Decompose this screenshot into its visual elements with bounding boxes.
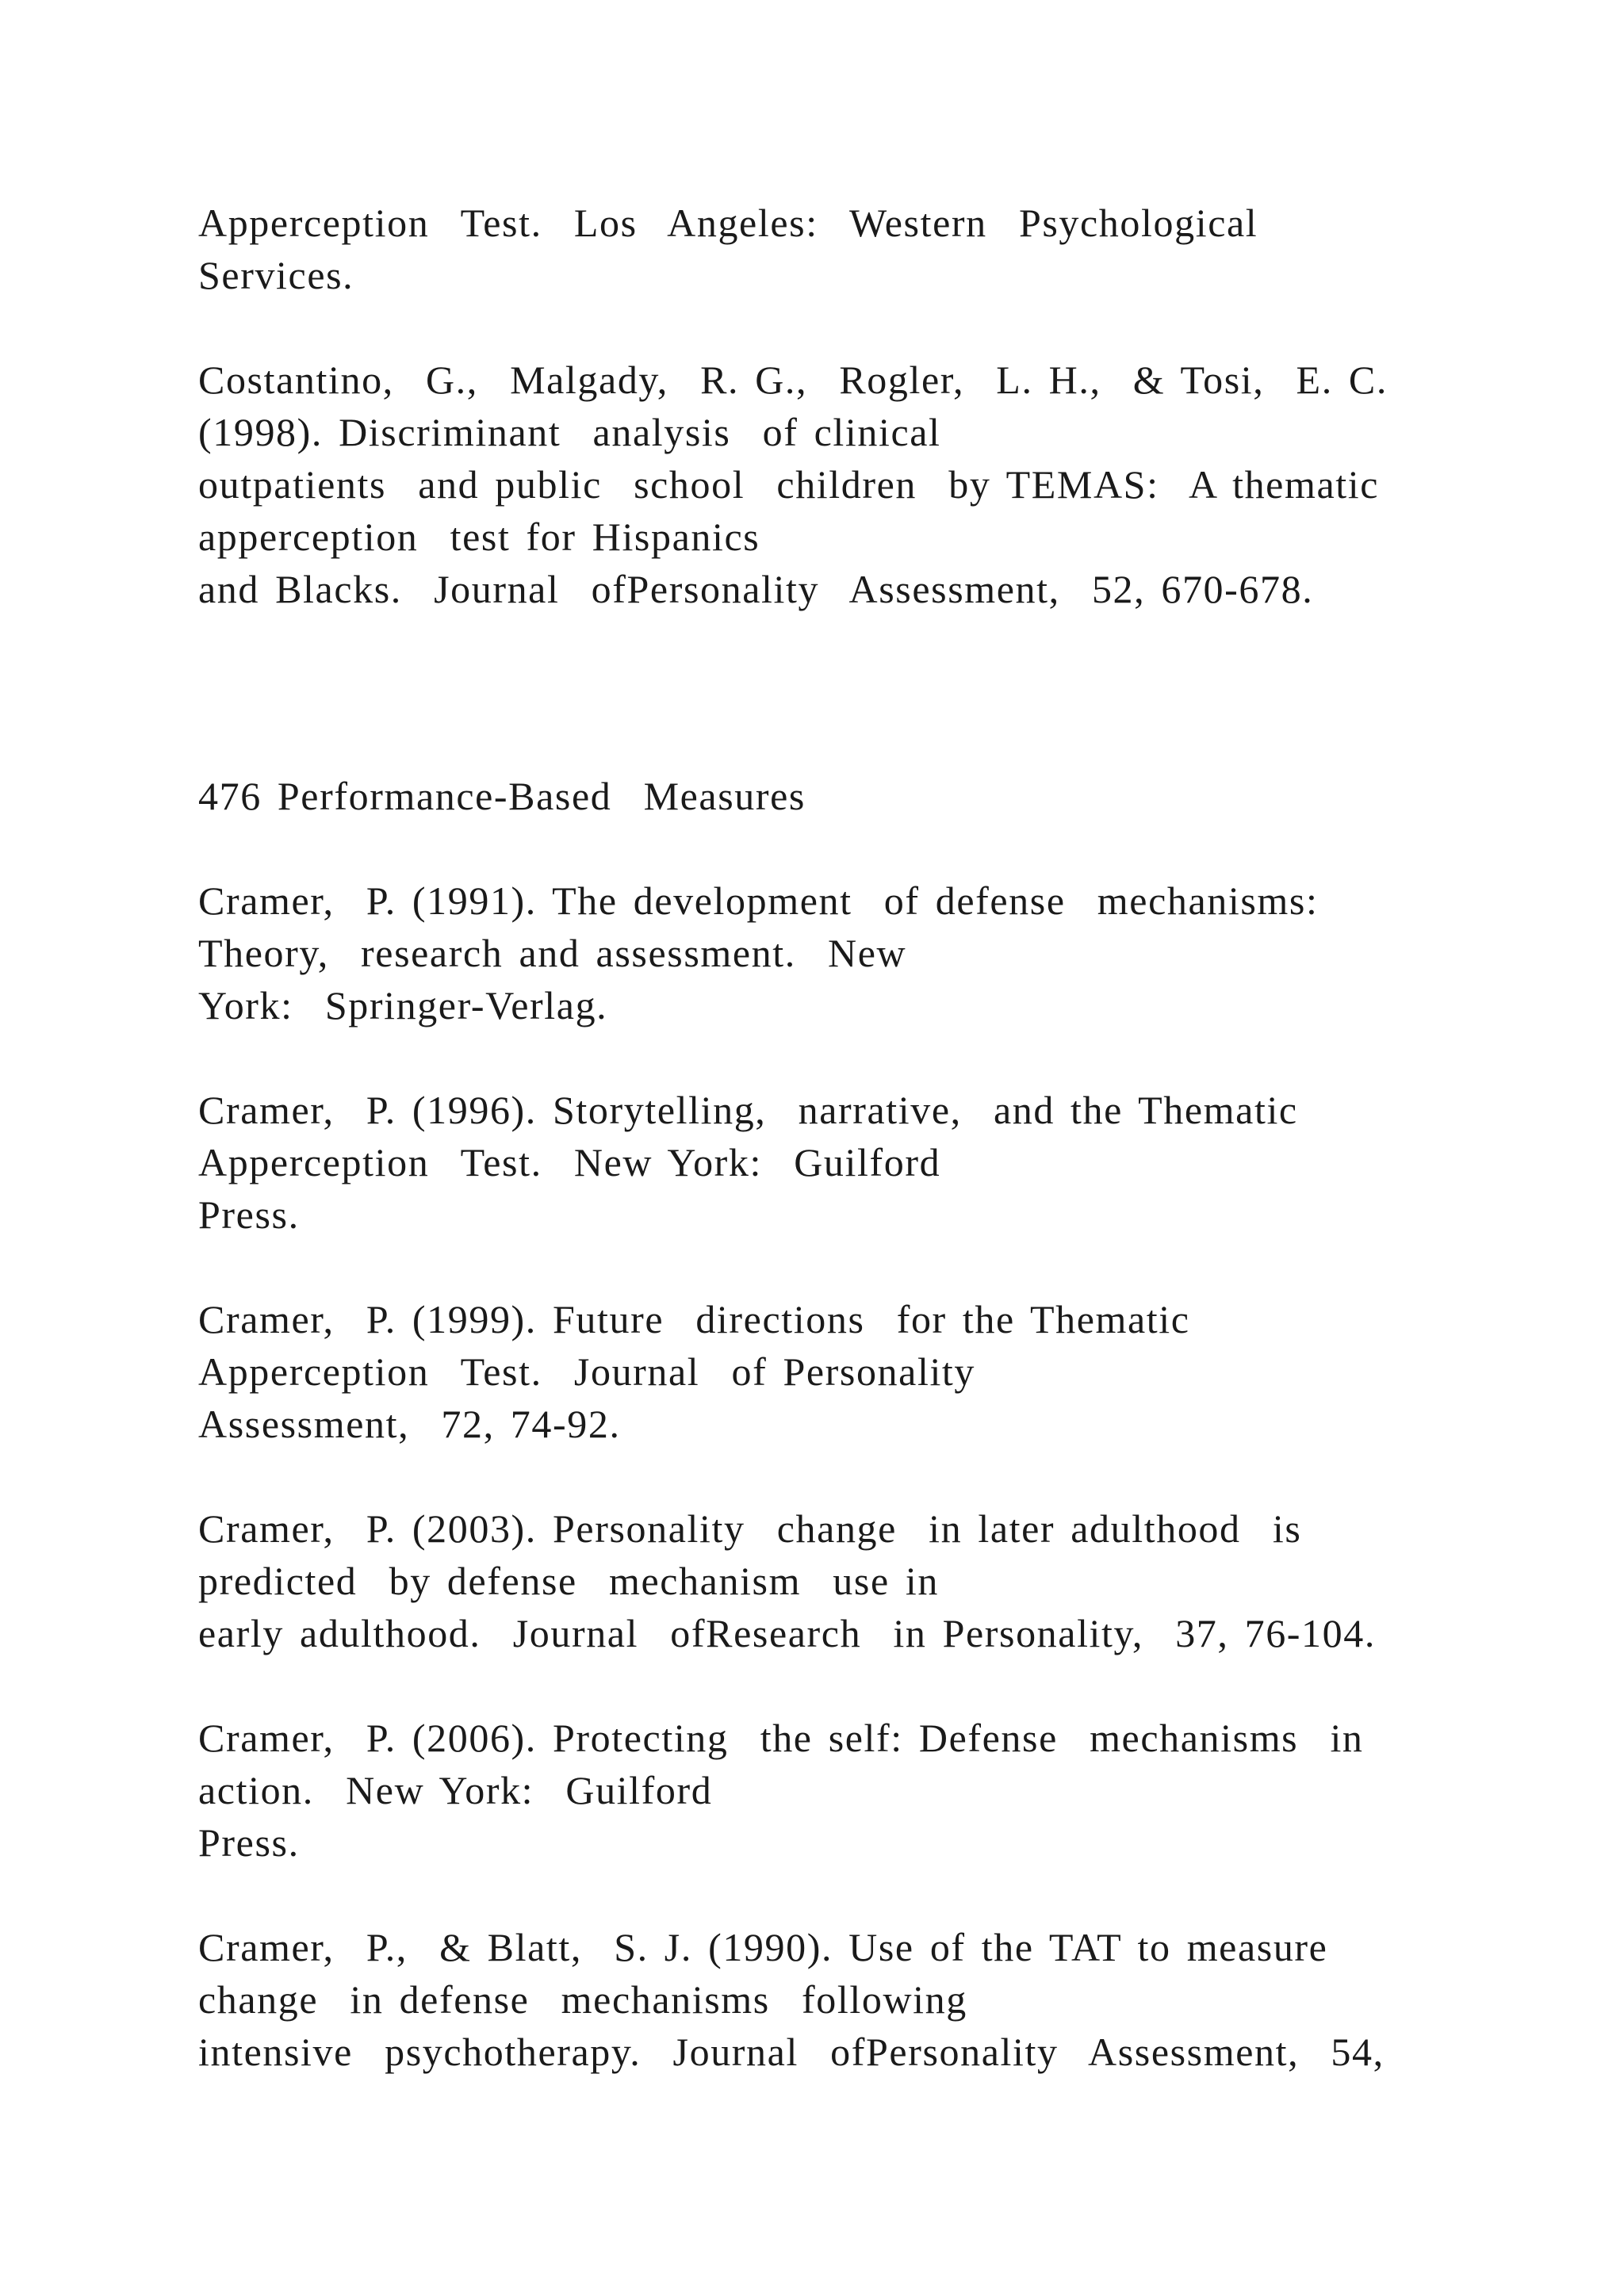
reference-line: Apperception Test. Los Angeles: Western Psychological — [198, 201, 1258, 245]
reference-line: Cramer, P. (2006). Protecting the self: Defense mechanisms in — [198, 1716, 1364, 1760]
reference-line: change in defense mechanisms following — [198, 1977, 967, 2022]
reference-line: Apperception Test. Journal of Personality — [198, 1349, 976, 1394]
reference-line: Cramer, P. (1996). Storytelling, narrative, and the Thematic — [198, 1088, 1298, 1132]
reference-line: Theory, research and assessment. New — [198, 931, 907, 975]
reference-line: Cramer, P. (2003). Personality change in later adulthood is — [198, 1506, 1302, 1551]
reference-line: action. New York: Guilford — [198, 1768, 713, 1812]
reference-line: Cramer, P. (1999). Future directions for the Thematic — [198, 1297, 1190, 1341]
reference-line: early adulthood. Journal ofResearch in Personality, 37, 76-104. — [198, 1611, 1376, 1655]
reference-line: Services. — [198, 253, 354, 297]
reference-line: Assessment, 72, 74-92. — [198, 1402, 621, 1446]
reference-line: outpatients and public school children by TEMAS: A thematic — [198, 462, 1380, 507]
reference-line: intensive psychotherapy. Journal ofPersonality Assessment, 54, — [198, 2030, 1385, 2074]
reference-line: Press. — [198, 1192, 300, 1237]
reference-line: York: Springer-Verlag. — [198, 983, 608, 1027]
reference-line: apperception test for Hispanics — [198, 515, 760, 559]
reference-line: Cramer, P., & Blatt, S. J. (1990). Use of the TAT to measure — [198, 1925, 1328, 1969]
reference-line: predicted by defense mechanism use in — [198, 1559, 939, 1603]
reference-line: and Blacks. Journal ofPersonality Assessment, 52, 670-678. — [198, 567, 1314, 611]
reference-line: Cramer, P. (1991). The development of defense mechanisms: — [198, 878, 1319, 923]
reference-line: Press. — [198, 1820, 300, 1865]
running-header: 476 Performance-Based Measures — [198, 774, 806, 818]
reference-line: Apperception Test. New York: Guilford — [198, 1140, 941, 1184]
reference-line: Costantino, G., Malgady, R. G., Rogler, L. H., & Tosi, E. C. — [198, 358, 1388, 402]
reference-line: (1998). Discriminant analysis of clinical — [198, 410, 941, 454]
